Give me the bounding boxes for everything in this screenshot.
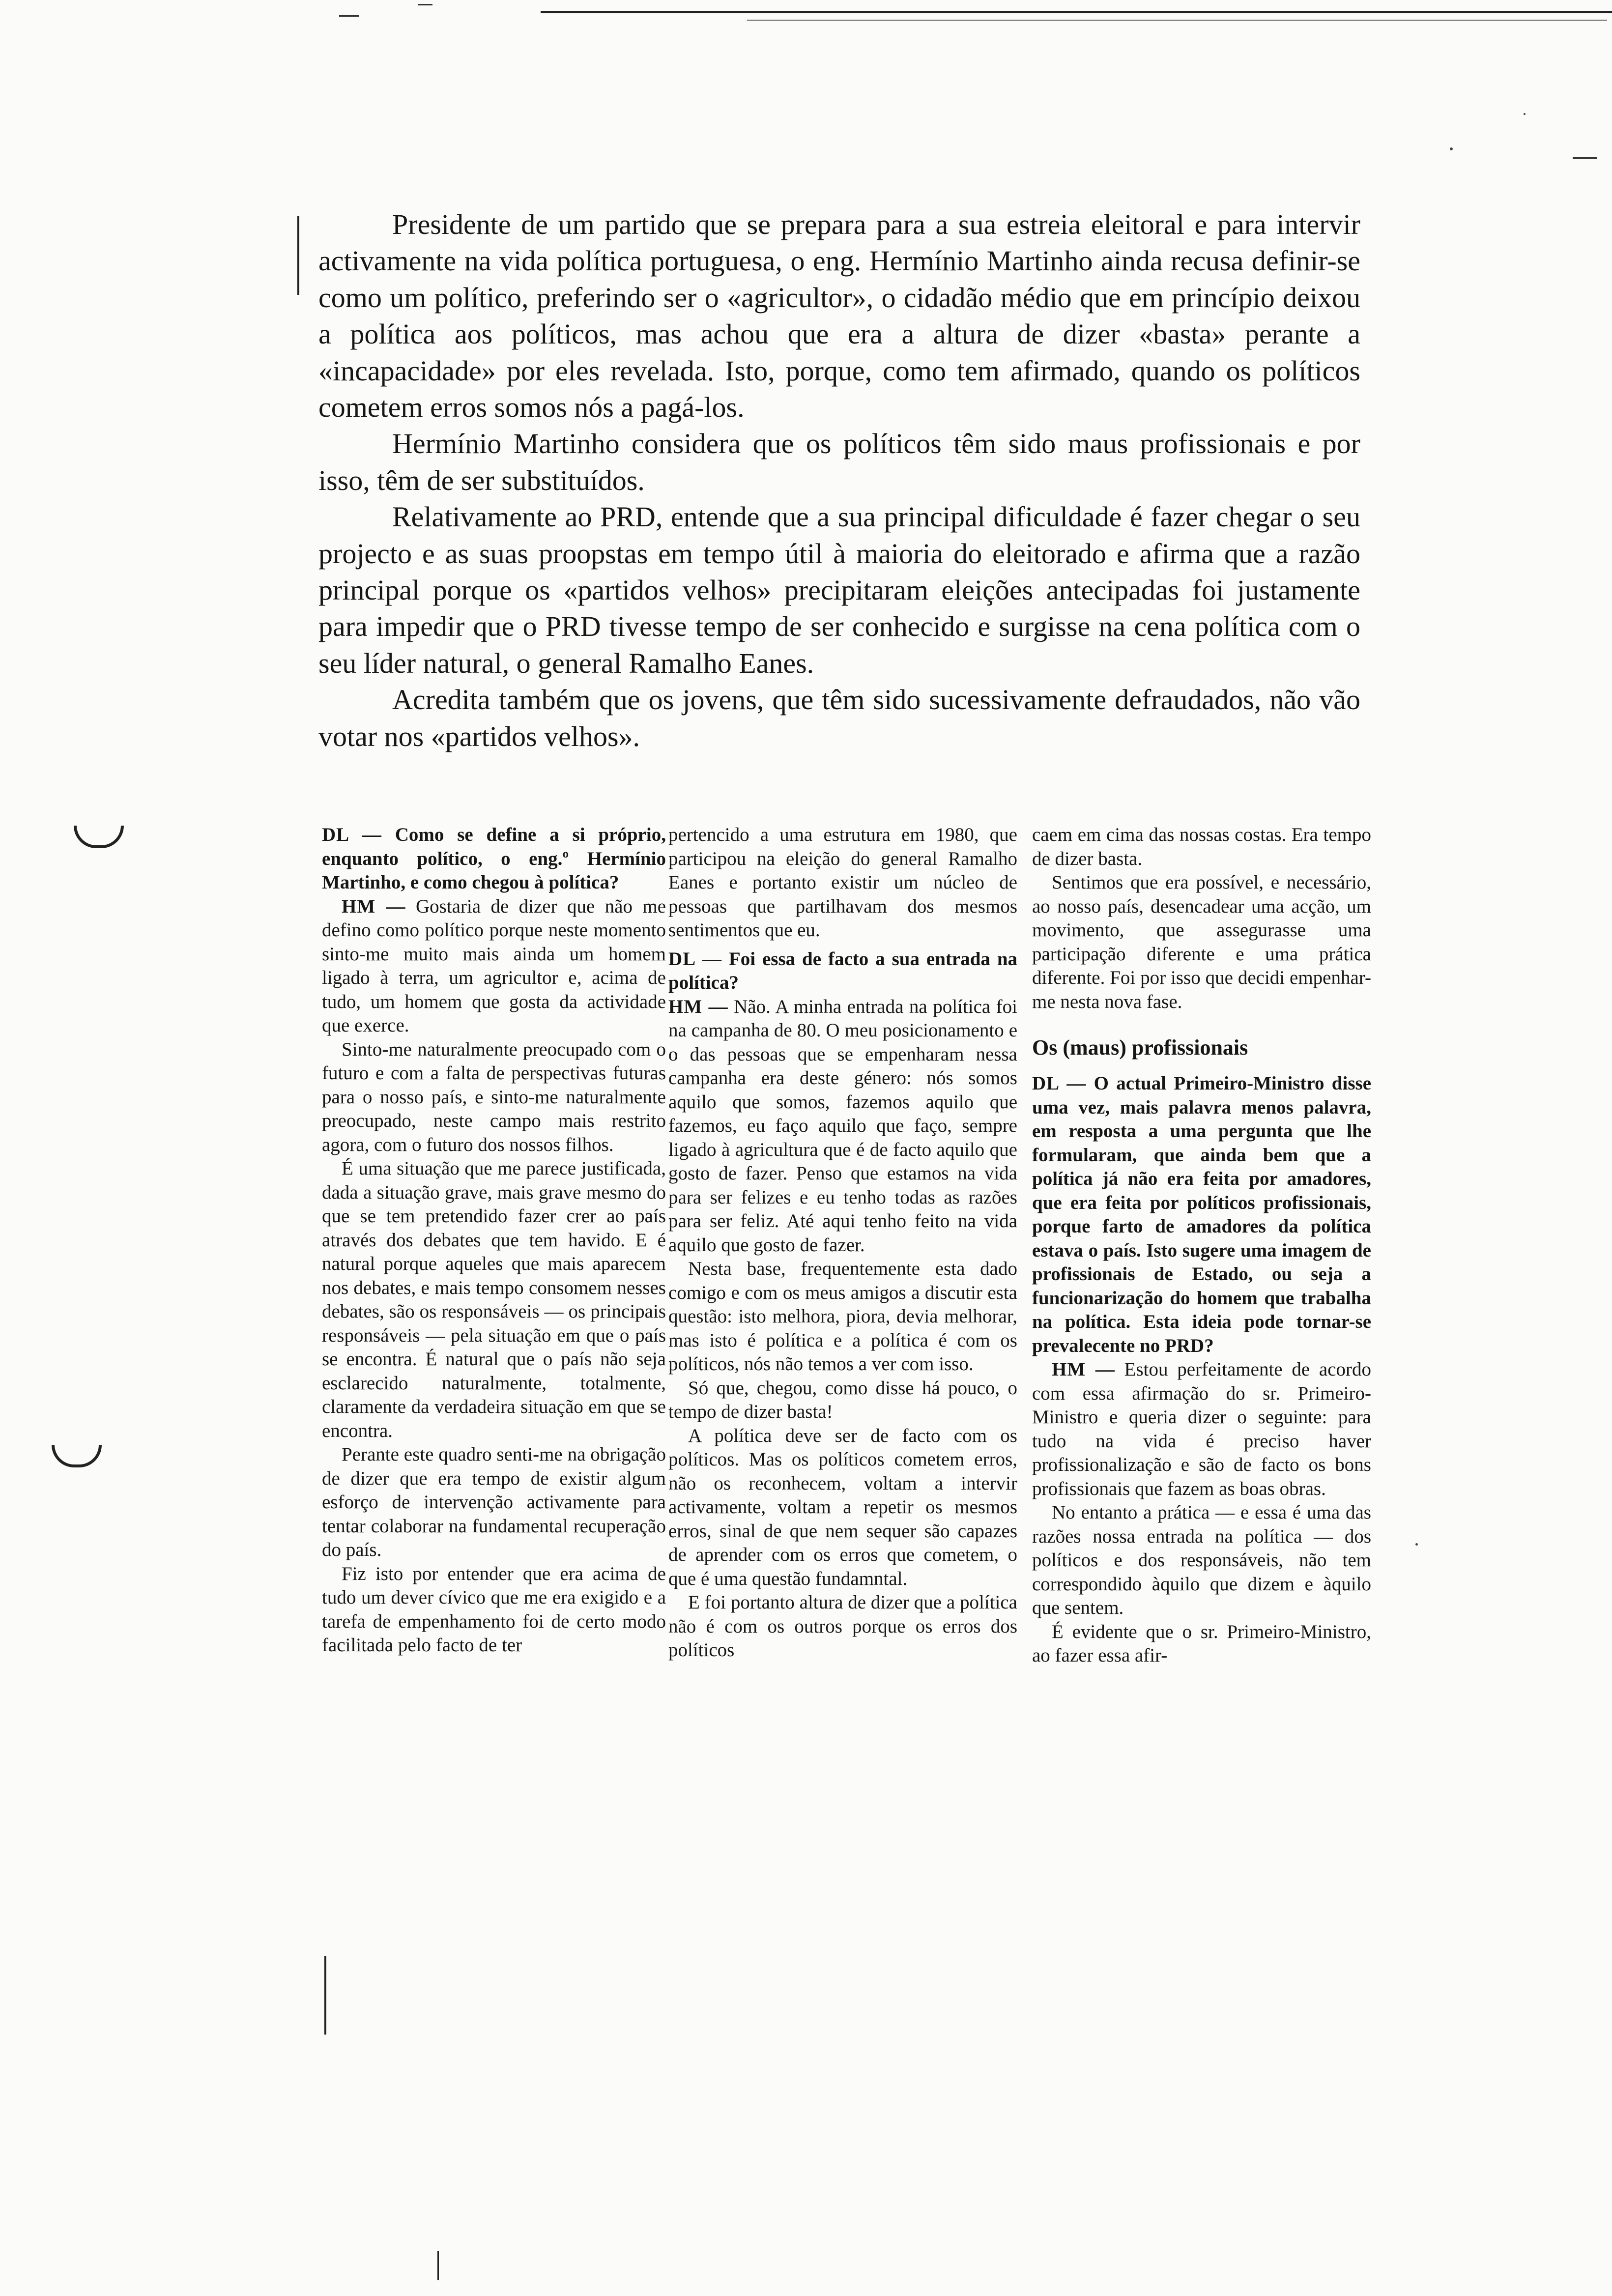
lead-paragraphs xyxy=(318,206,1360,755)
paragraph: Só que, chegou, como disse há pouco, o tempo de dizer basta! xyxy=(668,1377,1017,1422)
question xyxy=(1032,1072,1371,1358)
lead-paragraph: Acredita também que os jovens, que têm sido sucessivamente defraudados, não vão votar nos «partidos velhos». xyxy=(318,684,1360,752)
paragraph: caem em cima das nossas costas. Era tempo de dizer basta. xyxy=(1032,824,1371,869)
speaker-label: HM — xyxy=(668,996,728,1017)
paragraph: É evidente que o sr. Primeiro-Ministro, ao fazer essa afir- xyxy=(1032,1621,1371,1666)
scan-mark xyxy=(418,4,432,5)
paragraph: No entanto a prática — e essa é uma das razões nossa entrada na política — dos políticos e dos responsáveis, não tem correspondido àquilo que dizem e àquilo que sentem. xyxy=(1032,1502,1371,1618)
speaker-label: HM — xyxy=(342,895,406,917)
lead-paragraph: Hermínio Martinho considera que os políticos têm sido maus profissionais e por isso, têm de ser substituídos. xyxy=(318,428,1360,496)
left-margin-line xyxy=(324,1956,326,2035)
lead-paragraph: Presidente de um partido que se prepara para a sua estreia eleitoral e para intervir activamente na vida política portuguesa, o eng. Hermínio Martinho ainda recusa definir-se como um político, preferindo ser o «agricultor», o cidadão médio que em princípio deixou a política aos políticos, mas achou que era a altura de dizer «basta» perante a «incapacidade» por eles revelada. Isto, porque, como tem afirmado, quando os políticos cometem erros somos nós a pagá-los. xyxy=(318,208,1360,424)
section-heading: Os (maus) profissionais xyxy=(1032,1035,1248,1060)
left-margin-line xyxy=(297,216,299,295)
question xyxy=(668,947,1017,995)
answer-text: Gostaria de dizer que não me defino como político porque neste momento sinto-me muito mais ainda um homem ligado à terra, um agricultor e, acima de tudo, um homem que gosta da actividade que exerce. xyxy=(322,895,666,1036)
question-text: Foi essa de facto a sua entrada na política? xyxy=(668,948,1018,993)
question-text: O actual Primeiro-Ministro disse uma vez, mais palavra menos palavra, em resposta a uma pergunta que lhe formularam, que ainda bem que a política já não era feita por amadores, que era feita por políticos profissionais, porque farto de amadores da política estava o país. Isto sugere uma imagem de profissionais de Estado, ou seja a funcionarização do homem que trabalha na política. Esta ideia pode tornar-se prevalecente no PRD? xyxy=(1032,1073,1371,1356)
paragraph: Fiz isto por entender que era acima de tudo um dever cívico que me era exigido e a tarefa de empenhamento foi de certo modo facilitada pelo facto de ter xyxy=(322,1563,666,1656)
paragraph: Sinto-me naturalmente preocupado com o futuro e com a falta de perspectivas futuras para o nosso país, e sinto-me naturalmente preocupado, neste campo mais restrito agora, com o futuro dos nossos filhos. xyxy=(322,1038,666,1155)
paragraph: Sentimos que era possível, e necessário, ao nosso país, desencadear uma acção, um movimento, que assegurasse uma participação diferente e uma prática diferente. Foi por isso que decidi empenhar-me nesta nova fase. xyxy=(1032,872,1371,1012)
paragraph: Nesta base, frequentemente esta dado comigo e com os meus amigos a discutir esta questão: isto melhora, piora, devia melhorar, mas isto é política e a política é com os políticos, nós não temos a ver com isso. xyxy=(668,1258,1017,1375)
question xyxy=(322,823,666,895)
left-margin-line xyxy=(437,2251,439,2280)
binder-hole-mark xyxy=(52,1445,102,1467)
scan-mark xyxy=(339,15,359,17)
binder-hole-mark xyxy=(74,826,124,848)
answer xyxy=(322,895,666,1038)
scan-speck xyxy=(1524,113,1526,115)
paragraph: pertencido a uma estrutura em 1980, que participou na eleição do general Ramalho Eanes e portanto existir um núcleo de pessoas que partilhavam dos mesmos sentimentos que eu. xyxy=(668,824,1017,941)
top-scan-rule xyxy=(541,11,1612,13)
paragraph: É uma situação que me parece justificada, dada a situação grave, mais grave mesmo do que se tem pretendido fazer crer ao país através dos debates que tem havido. E é natural porque aqueles que mais aparecem nos debates, e mais tempo consomem nesses debates, são os responsáveis — os principais responsáveis — pela situação em que o país se encontra. É natural que o país não seja esclarecido naturalmente, totalmente, claramente da verdadeira situação em que se encontra. xyxy=(322,1158,666,1441)
answer xyxy=(668,995,1017,1258)
scan-speck xyxy=(1450,147,1453,150)
top-scan-rule-thin xyxy=(747,20,1607,21)
answer-text: Não. A minha entrada na política foi na campanha de 80. O meu posicionamento e o das pessoas que se empenharam nessa campanha era deste género: nós somos aquilo que somos, fazemos aquilo que fazemos, eu faço aquilo que faço, sempre ligado à agricultura que é de facto aquilo que gosto de fazer. Penso que estamos na vida para ser felizes e eu tenho todas as razões para ser feliz. Até aqui tenho feito na vida aquilo que gosto de fazer. xyxy=(668,996,1017,1256)
answer-text: Estou perfeitamente de acordo com essa afirmação do sr. Primeiro-Ministro e queria dizer o seguinte: para tudo na vida é preciso haver profissionalização e são de facto os bons profissionais que fazem as boas obras. xyxy=(1032,1359,1371,1499)
scan-mark xyxy=(1573,157,1597,159)
answer xyxy=(1032,1358,1371,1501)
paragraph: E foi portanto altura de dizer que a política não é com os outros porque os erros dos políticos xyxy=(668,1592,1017,1661)
paragraph: Perante este quadro senti-me na obrigação de dizer que era tempo de existir algum esforço de intervenção activamente para tentar colaborar na fundamental recuperação do país. xyxy=(322,1444,666,1560)
question-text: Como se define a si próprio, enquanto político, o eng.º Hermínio Martinho, e como chegou à política? xyxy=(322,824,666,893)
lead-paragraph: Relativamente ao PRD, entende que a sua principal dificuldade é fazer chegar o seu projecto e as suas proopstas em tempo útil à maioria do eleitorado e afirma que a razão principal porque os «partidos velhos» precipitaram eleições antecipadas foi justamente para impedir que o PRD tivesse tempo de ser conhecido e surgisse na cena política com o seu líder natural, o general Ramalho Eanes. xyxy=(318,501,1360,679)
column-2 xyxy=(668,823,1017,1663)
paragraph: A política deve ser de facto com os políticos. Mas os políticos cometem erros, não os reconhecem, voltam a intervir activamente, voltam a repetir os mesmos erros, sinal de que nem sequer são capazes de aprender com os erros que cometem, o que é uma questão fundamntal. xyxy=(668,1425,1017,1589)
speaker-label: DL — xyxy=(1032,1073,1087,1094)
speaker-label: HM — xyxy=(1052,1359,1115,1380)
speaker-label: DL — xyxy=(668,948,722,970)
scan-speck xyxy=(1415,1543,1418,1546)
speaker-label: DL — xyxy=(322,824,382,845)
column-3 xyxy=(1032,823,1371,1668)
column-1 xyxy=(322,823,666,1658)
